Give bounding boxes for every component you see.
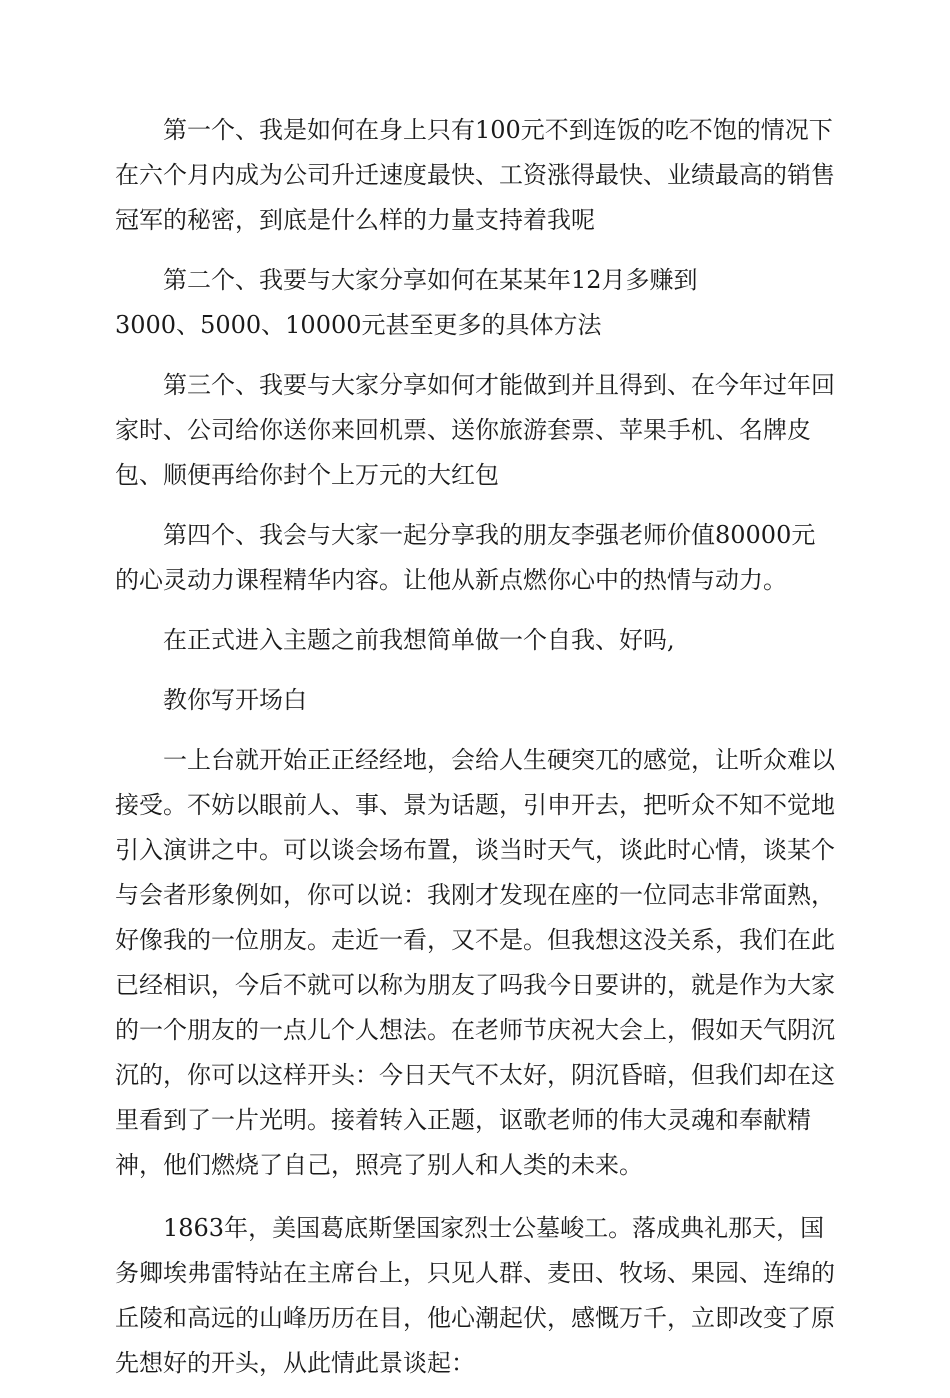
paragraph-self-intro: 在正式进入主题之前我想简单做一个自我、好吗, <box>163 626 675 654</box>
paragraph-second-point-continued: 3000、5000、10000元甚至更多的具体方法 <box>115 311 602 339</box>
paragraph-third-point: 第三个、我要与大家分享如何才能做到并且得到、在今年过年回家时、公司给你送你来回机票、送你旅游套票、苹果手机、名牌皮包、顺便再给你封个上万元的大红包 <box>115 371 835 489</box>
paragraph-second-point: 第二个、我要与大家分享如何在某某年12月多赚到 <box>163 266 698 294</box>
paragraph-fourth-point: 第四个、我会与大家一起分享我的朋友李强老师价值80000元的心灵动力课程精华内容。让他从新点燃你心中的热情与动力。 <box>115 521 816 594</box>
section-heading-opening: 教你写开场白 <box>163 686 307 714</box>
paragraph-gettysburg: 1863年，美国葛底斯堡国家烈士公墓峻工。落成典礼那天，国务卿埃弗雷特站在主席台上，只见人群、麦田、牧场、果园、连绵的丘陵和高远的山峰历历在目，他心潮起伏，感慨万千，立即改变了原先想好的开头，从此情此景谈起： <box>115 1214 835 1377</box>
paragraph-opening-advice: 一上台就开始正正经经地，会给人生硬突兀的感觉，让听众难以接受。不妨以眼前人、事、景为话题，引申开去，把听众不知不觉地引入演讲之中。可以谈会场布置，谈当时天气，谈此时心情，谈某个与会者形象例如，你可以说：我刚才发现在座的一位同志非常面熟，好像我的一位朋友。走近一看，又不是。但我想这没关系，我们在此已经相识，今后不就可以称为朋友了吗我今日要讲的，就是作为大家的一个朋友的一点儿个人想法。在老师节庆祝大会上，假如天气阴沉沉的，你可以这样开头：今日天气不太好，阴沉昏暗，但我们却在这里看到了一片光明。接着转入正题，讴歌老师的伟大灵魂和奉献精神，他们燃烧了自己，照亮了别人和人类的未来。 <box>115 746 835 1179</box>
paragraph-first-point: 第一个、我是如何在身上只有100元不到连饭的吃不饱的情况下在六个月内成为公司升迁速度最快、工资涨得最快、业绩最高的销售冠军的秘密，到底是什么样的力量支持着我呢 <box>115 116 835 234</box>
document-body <box>115 108 835 1398</box>
